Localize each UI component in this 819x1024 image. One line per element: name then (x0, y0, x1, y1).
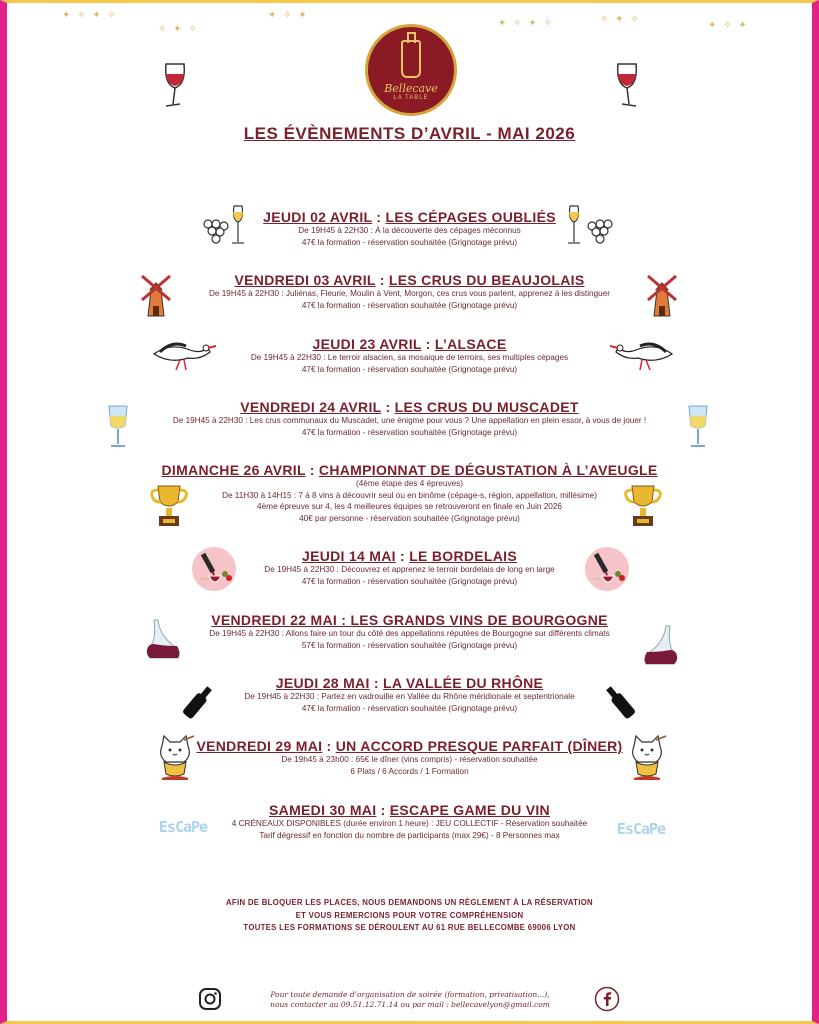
grapes-icon (196, 202, 252, 250)
event-date: VENDREDI 22 MAI (211, 612, 338, 628)
stars-decoration: ✦ ✧ ✦ (708, 20, 749, 31)
event-date: VENDREDI 29 MAI (196, 738, 323, 754)
event-line: De 19H45 à 22H30 : À la découverte des cépages méconnus (298, 226, 521, 235)
stars-decoration: ✧ ✦ ✧ (158, 24, 199, 35)
event-date: JEUDI 28 MAI (275, 675, 370, 691)
event-line: Tarif dégressif en fonction du nombre de participants (max 29€) - 8 Personnes max (259, 830, 560, 840)
event-item: VENDREDI 24 AVRIL : LES CRUS DU MUSCADET De 19H45 à 22H30 : Les crus communaux du Muscadet, une énigme pour vous ? Une appellation en plein essor, à vous de jouer ! 47€ la formation - réservation souhaitée (Grignotage prévu) (100, 399, 719, 438)
lucky-cat-icon (626, 734, 668, 782)
event-line: 57€ la formation - réservation souhaitée (Grignotage prévu) (301, 640, 518, 650)
event-line: De 19H45 à 22H30 : Découvrez et apprenez le terroir bordelais de long en large (264, 565, 555, 574)
event-item: VENDREDI 03 AVRIL : LES CRUS DU BEAUJOLAIS De 19H45 à 22H30 : Juliénas, Fleurie, Moulin à Vent, Morgon, ces crus vous parlent, apprenez à les distinguer 47€ la formation - réservation souhaitée (Grignotage prévu) (100, 272, 719, 311)
wine-glass-icon (158, 60, 192, 110)
event-line: 47€ la formation - réservation souhaitée (Grignotage prévu) (301, 237, 518, 247)
event-line: De 19H45 à 22H30 : Partez en vadrouille en Vallée du Rhône méridionale et septentrionale (244, 692, 575, 701)
event-date: JEUDI 14 MAI (301, 548, 396, 564)
event-date: JEUDI 02 AVRIL (263, 209, 373, 225)
event-line: 47€ la formation - réservation souhaitée (Grignotage prévu) (301, 427, 518, 437)
event-line: 4 CRÉNEAUX DISPONIBLES (durée environ 1 heure) : JEU COLLECTIF - Réservation souhaitée (231, 819, 588, 828)
escape-logo-icon: EsCaPe (158, 818, 208, 836)
event-line: 47€ la formation - réservation souhaitée (Grignotage prévu) (301, 703, 518, 713)
event-item: VENDREDI 22 MAI : LES GRANDS VINS DE BOURGOGNE De 19H45 à 22H30 : Allons faire un tour du côté des appellations réputées de Bourgogne sur différents climats 57€ la formation - réservation souhaitée (Grignotage prévu) (100, 612, 719, 651)
event-line: 47€ la formation - réservation souhaitée (Grignotage prévu) (301, 576, 518, 586)
event-name: L’ALSACE (434, 336, 507, 352)
decanter-icon (640, 622, 680, 668)
contact-info: Pour toute demande d’organisation de soirée (formation, privatisation...), nous contacter au 09.51.12.71.14 ou par mail : bellecavelyon@gmail.com (270, 990, 550, 1009)
event-name: LES CRUS DU BEAUJOLAIS (388, 272, 585, 288)
stars-decoration: ✦ ✧ ✦ (268, 10, 309, 21)
stars-decoration: ✦ ✧ ✦ ✧ (62, 10, 118, 21)
stork-icon (610, 336, 676, 372)
event-item: JEUDI 02 AVRIL : LES CÉPAGES OUBLIÉS De 19H45 à 22H30 : À la découverte des cépages méconnus 47€ la formation - réservation souhaitée (Grignotage prévu) (100, 209, 719, 248)
grapes-icon (564, 202, 620, 250)
wine-glass-icon (610, 60, 644, 110)
event-line: 47€ la formation - réservation souhaitée (Grignotage prévu) (301, 300, 518, 310)
logo-name: Bellecave (384, 81, 438, 95)
page-title: LES ÉVÈNEMENTS D’AVRIL - MAI 2026 (243, 124, 576, 143)
event-name: UN ACCORD PRESQUE PARFAIT (DÎNER) (335, 738, 623, 754)
event-item: JEUDI 14 MAI : LE BORDELAIS De 19H45 à 22H30 : Découvrez et apprenez le terroir bordelais de long en large 47€ la formation - réservation souhaitée (Grignotage prévu) (100, 548, 719, 587)
event-line: 47€ la formation - réservation souhaitée (Grignotage prévu) (301, 364, 518, 374)
escape-logo-icon: EsCaPe (616, 820, 666, 838)
event-date: DIMANCHE 26 AVRIL (161, 462, 306, 478)
event-name: LES GRANDS VINS DE BOURGOGNE (350, 612, 608, 628)
lucky-cat-icon (154, 734, 196, 782)
white-wine-glass-icon (686, 402, 710, 450)
wine-pour-icon (584, 546, 630, 592)
event-item: JEUDI 23 AVRIL : L’ALSACE De 19H45 à 22H30 : Le terroir alsacien, sa mosaique de terroirs, ses multiples cépages 47€ la formation - réservation souhaitée (Grignotage prévu) (100, 336, 719, 375)
event-line: De 19H45 à 22H30 : Le terroir alsacien, sa mosaique de terroirs, ses multiples cépages (250, 353, 569, 362)
logo-subtitle: LA TABLE (393, 94, 429, 101)
windmill-icon (644, 272, 680, 318)
event-line: De 19H45 à 22H30 : Les crus communaux du Muscadet, une énigme pour vous ? Une appellation en plein essor, à vous de jouer ! (172, 416, 647, 425)
event-line: De 19h45 à 23h00 : 65€ le dîner (vins compris) - réservation souhaitée (281, 755, 538, 764)
event-line: (4ème étape des 4 épreuves) (356, 479, 463, 488)
event-date: JEUDI 23 AVRIL (312, 336, 422, 352)
event-name: LES CÉPAGES OUBLIÉS (385, 209, 556, 225)
windmill-icon (138, 272, 174, 318)
bottle-logo-icon (401, 40, 421, 78)
trophy-icon (622, 482, 664, 530)
event-name: LES CRUS DU MUSCADET (394, 399, 579, 415)
event-date: SAMEDI 30 MAI (269, 802, 377, 818)
decanter-icon (144, 616, 184, 662)
event-line: De 19H45 à 22H30 : Juliénas, Fleurie, Moulin à Vent, Morgon, ces crus vous parlent, apprenez à les distinguer (209, 289, 610, 298)
trophy-icon (148, 482, 190, 530)
event-name: LA VALLÉE DU RHÔNE (383, 675, 544, 691)
event-name: LE BORDELAIS (409, 548, 518, 564)
event-date: VENDREDI 03 AVRIL (234, 272, 376, 288)
event-name: ESCAPE GAME DU VIN (389, 802, 550, 818)
event-line: 6 Plats / 6 Accords / 1 Formation (350, 766, 469, 776)
wine-bottle-icon (600, 682, 640, 722)
event-date: VENDREDI 24 AVRIL (240, 399, 382, 415)
event-item: DIMANCHE 26 AVRIL : CHAMPIONNAT DE DÉGUSTATION À L’AVEUGLE (4ème étape des 4 épreuves) De 11H30 à 14H15 : 7 à 8 vins à découvrir seul ou en binôme (cépage-s, région, appellation, millésime) 4ème épreuve sur 4, les 4 meilleures équipes se retrouveront en finale en Juin 2026 40€ par personne - réservation souhaitée (Grignotage prévu) (100, 462, 719, 524)
stars-decoration: ✧ ✦ ✧ (600, 14, 641, 25)
wine-bottle-icon (178, 682, 218, 722)
wine-pour-icon (191, 546, 237, 592)
event-name: CHAMPIONNAT DE DÉGUSTATION À L’AVEUGLE (318, 462, 658, 478)
event-line: 4ème épreuve sur 4, les 4 meilleures équipes se retrouveront en finale en Juin 2026 (257, 502, 562, 511)
stork-icon (150, 336, 216, 372)
bellecave-logo (365, 24, 457, 116)
instagram-icon[interactable] (197, 986, 223, 1012)
facebook-icon[interactable] (594, 986, 620, 1012)
event-line: 40€ par personne - réservation souhaitée (Grignotage prévu) (299, 513, 520, 523)
event-item: SAMEDI 30 MAI : ESCAPE GAME DU VIN 4 CRÉNEAUX DISPONIBLES (durée environ 1 heure) : JEU COLLECTIF - Réservation souhaitée Tarif dégressif en fonction du nombre de participants (max 29€) - 8 Personnes max (100, 802, 719, 841)
white-wine-glass-icon (106, 402, 130, 450)
event-item: VENDREDI 29 MAI : UN ACCORD PRESQUE PARFAIT (DÎNER) De 19h45 à 23h00 : 65€ le dîner (vins compris) - réservation souhaitée 6 Plats / 6 Accords / 1 Formation (100, 738, 719, 777)
payment-notice: AFIN DE BLOQUER LES PLACES, NOUS DEMANDONS UN RÈGLEMENT À LA RÉSERVATION ET VOUS REMERCIONS POUR VOTRE COMPRÉHENSION TOUTES LES FORMATIONS SE DÉROULENT AU 61 RUE BELLECOMBE 69006 LYON (226, 898, 593, 932)
event-line: De 11H30 à 14H15 : 7 à 8 vins à découvrir seul ou en binôme (cépage-s, région, appellation, millésime) (222, 490, 597, 500)
event-line: De 19H45 à 22H30 : Allons faire un tour du côté des appellations réputées de Bourgogne sur différents climats (209, 629, 610, 638)
stars-decoration: ✦ ✧ ✦ ✧ (498, 18, 554, 29)
event-item: JEUDI 28 MAI : LA VALLÉE DU RHÔNE De 19H45 à 22H30 : Partez en vadrouille en Vallée du Rhône méridionale et septentrionale 47€ la formation - réservation souhaitée (Grignotage prévu) (100, 675, 719, 714)
